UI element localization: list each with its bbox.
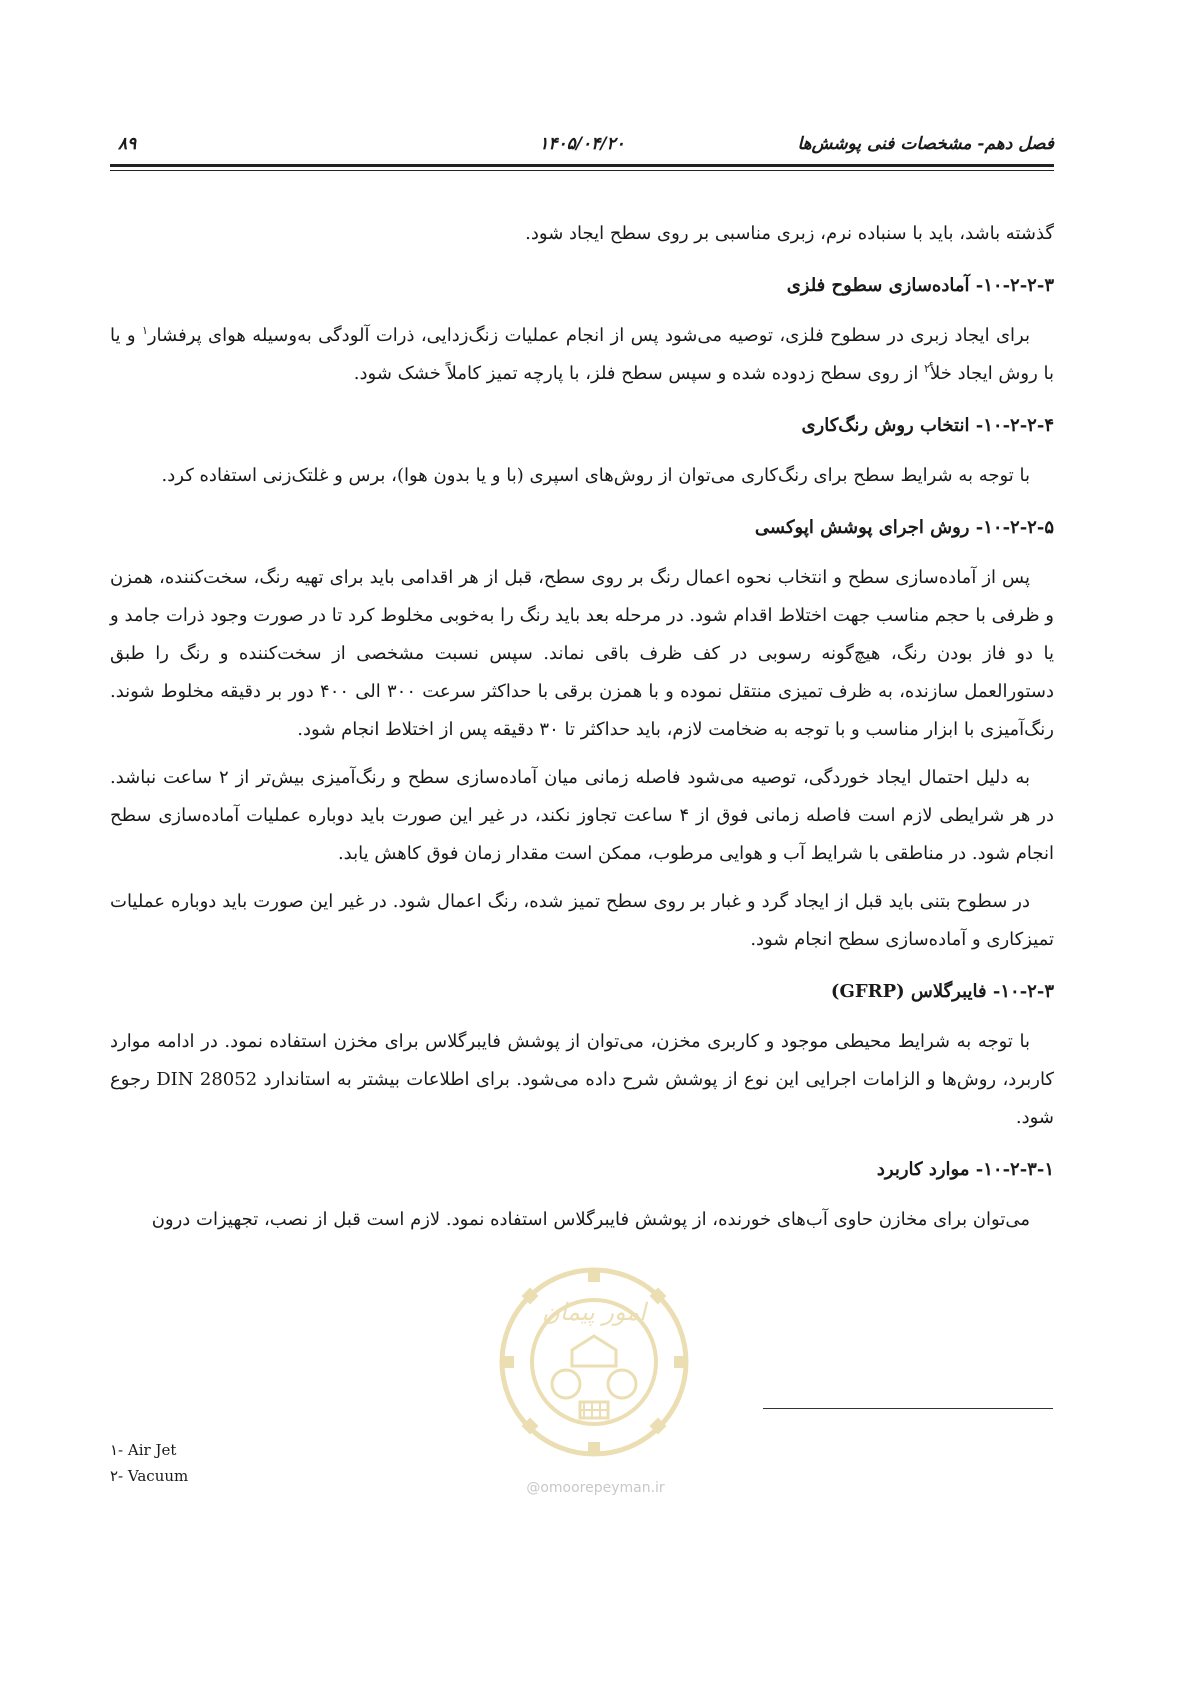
paragraph-epoxy-3: در سطوح بتنی باید قبل از ایجاد گرد و غبار بر روی سطح تمیز شده، رنگ اعمال شود. در غیر این صورت باید دوباره عملیات تمیزکاری و آماده‌سازی سطح انجام شود. — [110, 891, 1054, 950]
paragraph-gfrp: با توجه به شرایط محیطی موجود و کاربری مخزن، می‌توان از پوشش فایبرگلاس برای مخزن استفاده نمود. در ادامه موارد کاربرد، روش‌ها و الزامات اجرایی این نوع از پوشش شرح داده می‌شود. برای اطلاعات بیشتر به استاندارد DIN 28052 رجوع شود. — [110, 1031, 1054, 1128]
chapter-title: فصل دهم- مشخصات فنی پوشش‌ها — [797, 134, 1054, 154]
footnote-1: ۱- Air Jet — [110, 1441, 177, 1459]
footnote-ref-2[interactable]: ۲ — [924, 362, 930, 375]
footnote-2: ۲- Vacuum — [110, 1467, 189, 1485]
paragraph-painting-method: با توجه به شرایط سطح برای رنگ‌کاری می‌توان از روش‌های اسپری (با و یا بدون هوا)، برس و غلتک‌زنی استفاده کرد. — [161, 465, 1030, 486]
watermark-url: @omoorepeyman.ir — [526, 1480, 665, 1496]
heading-epoxy-application: ۱۰-۲-۲-۵- روش اجرای پوشش اپوکسی — [754, 517, 1054, 538]
heading-painting-method: ۱۰-۲-۲-۴- انتخاب روش رنگ‌کاری — [801, 415, 1054, 436]
footnote-ref-1[interactable]: ۱ — [141, 324, 148, 337]
metal-text-end: از روی سطح زدوده شده و سپس سطح فلز، با پارچه تمیز کاملاً خشک شود. — [353, 363, 925, 384]
paragraph-epoxy-1: پس از آماده‌سازی سطح و انتخاب نحوه اعمال رنگ بر روی سطح، قبل از هر اقدامی باید برای تهیه رنگ، سخت‌کننده، همزن و ظرفی با حجم مناسب جهت اختلاط اقدام شود. در مرحله بعد باید رنگ را به‌خوبی مخلوط کرد تا در صورت وجود ذرات جامد و یا دو فاز بودن رنگ، هیچ‌گونه رسوبی در کف ظرف باقی نماند. سپس نسبت مشخصی از سخت‌کننده و رنگ را طبق دستورالعمل سازنده، به ظرف تمیزی منتقل نموده و با همزن برقی با حداکثر سرعت ۳۰۰ الی ۴۰۰ دور بر دقیقه مخلوط شوند. رنگ‌آمیزی با ابزار مناسب و با توجه به ضخامت لازم، باید حداکثر تا ۳۰ دقیقه پس از اختلاط انجام شود. — [110, 567, 1054, 740]
heading-usage: ۱۰-۲-۳-۱- موارد کاربرد — [876, 1159, 1054, 1180]
header-date: ۱۴۰۵/۰۴/۲۰ — [539, 134, 625, 154]
watermark-seal-text: امور پیمان — [542, 1298, 646, 1326]
metal-text-start: برای ایجاد زبری در سطوح فلزی، توصیه می‌شود پس از انجام عملیات زنگ‌زدایی، ذرات آلودگی به‌وسیله هوای پرفشار — [147, 325, 1030, 346]
heading-metal-surface-prep: ۱۰-۲-۲-۳- آماده‌سازی سطوح فلزی — [786, 275, 1054, 296]
page-header — [110, 128, 1054, 168]
metal-text-mid: و یا با روش ایجاد خلأ — [110, 325, 1054, 384]
page-number: ۸۹ — [118, 134, 137, 154]
paragraph-metal-surface-prep — [110, 317, 1054, 393]
header-rule-thick — [110, 164, 1054, 167]
heading-gfrp: ۱۰-۲-۳- فایبرگلاس (GFRP) — [830, 981, 1054, 1002]
watermark-seal-icon — [494, 1262, 694, 1462]
page-body — [110, 215, 1054, 1249]
paragraph-usage: می‌توان برای مخازن حاوی آب‌های خورنده، از پوشش فایبرگلاس استفاده نمود. لازم است قبل از نصب، تجهیزات درون — [151, 1209, 1030, 1230]
header-rule-thin — [110, 170, 1054, 171]
footnote-rule — [763, 1408, 1053, 1409]
paragraph-epoxy-2: به دلیل احتمال ایجاد خوردگی، توصیه می‌شود فاصله زمانی میان آماده‌سازی سطح و رنگ‌آمیزی بیش‌تر از ۲ ساعت نباشد. در هر شرایطی لازم است فاصله زمانی فوق از ۴ ساعت تجاوز نکند، در غیر این صورت باید دوباره عملیات آماده‌سازی سطح انجام شود. در مناطقی با شرایط آب و هوایی مرطوب، ممکن است مقدار زمان فوق کاهش یابد. — [110, 767, 1054, 864]
paragraph-intro: گذشته باشد، باید با سنباده نرم، زبری مناسبی بر روی سطح ایجاد شود. — [525, 223, 1054, 244]
